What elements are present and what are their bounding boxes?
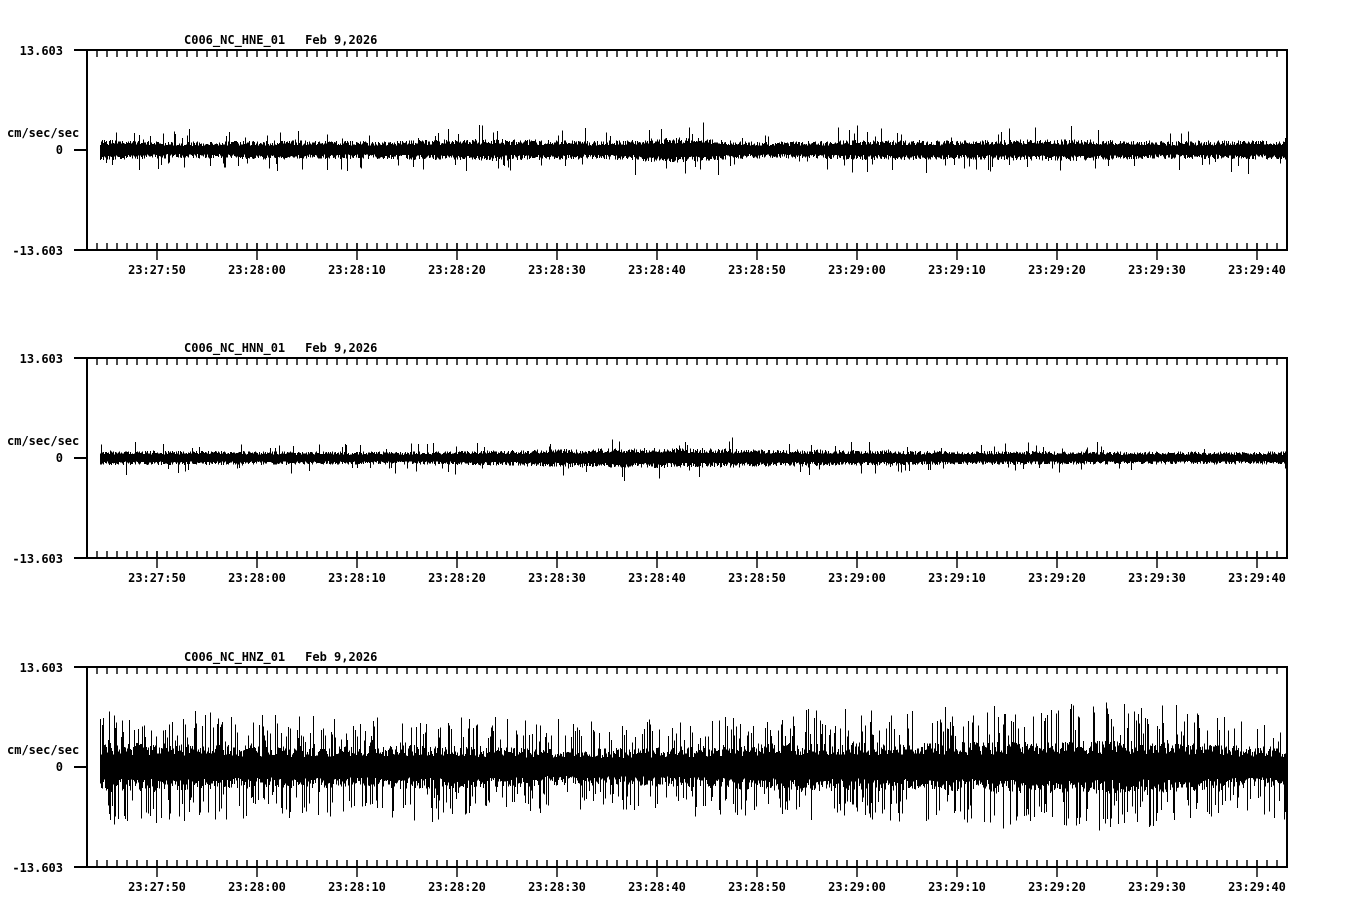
x-tick-label: 23:28:10: [328, 263, 386, 277]
x-tick-label: 23:28:00: [228, 880, 286, 894]
y-unit-label: cm/sec/sec: [7, 126, 80, 140]
x-tick-label: 23:28:50: [728, 263, 786, 277]
plot-title: [184, 32, 377, 48]
x-minor-ticks-bottom: [97, 551, 1277, 557]
waveform-trace: [101, 438, 1287, 482]
x-minor-ticks-top: [97, 51, 1277, 57]
waveform-trace: [101, 123, 1287, 175]
waveform-trace: [101, 702, 1287, 830]
x-tick-label: 23:28:30: [528, 263, 586, 277]
y-min-label: -13.603: [12, 244, 63, 258]
station-channel-label: C006_NC_HNE_01: [184, 33, 286, 47]
x-tick-label: 23:28:20: [428, 880, 486, 894]
y-zero-label: 0: [55, 143, 63, 157]
plot-title: [184, 649, 377, 665]
y-zero-label: 0: [55, 760, 63, 774]
x-minor-ticks-bottom: [97, 860, 1277, 866]
x-tick-label: 23:29:40: [1228, 571, 1286, 585]
x-tick-label: 23:28:50: [728, 880, 786, 894]
y-unit-label: cm/sec/sec: [7, 434, 80, 448]
date-label: Feb 9,2026: [305, 33, 378, 47]
y-ticks: [74, 667, 86, 867]
x-tick-label: 23:28:20: [428, 571, 486, 585]
x-tick-label: 23:29:20: [1028, 571, 1086, 585]
x-tick-label: 23:29:10: [928, 880, 986, 894]
x-tick-label: 23:28:40: [628, 263, 686, 277]
x-tick-label: 23:28:50: [728, 571, 786, 585]
y-min-label: -13.603: [12, 861, 63, 875]
x-tick-label: 23:28:40: [628, 571, 686, 585]
x-tick-label: 23:29:30: [1128, 263, 1186, 277]
x-tick-label: 23:28:40: [628, 880, 686, 894]
station-channel-label: C006_NC_HNN_01: [184, 341, 286, 355]
plot-title: [184, 340, 377, 356]
x-tick-label: 23:28:10: [328, 571, 386, 585]
x-tick-label: 23:29:20: [1028, 263, 1086, 277]
x-tick-label: 23:29:10: [928, 571, 986, 585]
x-tick-label: 23:28:30: [528, 571, 586, 585]
x-tick-label: 23:29:40: [1228, 263, 1286, 277]
x-minor-ticks-top: [97, 668, 1277, 674]
x-tick-label: 23:28:10: [328, 880, 386, 894]
x-tick-label: 23:29:20: [1028, 880, 1086, 894]
x-minor-ticks-top: [97, 359, 1277, 365]
x-tick-label: 23:28:00: [228, 263, 286, 277]
x-tick-label: 23:29:30: [1128, 571, 1186, 585]
y-max-label: 13.603: [19, 352, 63, 366]
date-label: Feb 9,2026: [305, 650, 378, 664]
x-tick-label: 23:27:50: [128, 571, 186, 585]
station-channel-label: C006_NC_HNZ_01: [184, 650, 286, 664]
y-unit-label: cm/sec/sec: [7, 743, 80, 757]
y-ticks: [74, 50, 86, 250]
y-max-label: 13.603: [19, 44, 63, 58]
x-minor-ticks-bottom: [97, 243, 1277, 249]
date-label: Feb 9,2026: [305, 341, 378, 355]
y-max-label: 13.603: [19, 661, 63, 675]
y-zero-label: 0: [55, 451, 63, 465]
x-tick-label: 23:28:00: [228, 571, 286, 585]
x-tick-label: 23:29:30: [1128, 880, 1186, 894]
x-tick-label: 23:28:20: [428, 263, 486, 277]
x-tick-label: 23:27:50: [128, 263, 186, 277]
y-min-label: -13.603: [12, 552, 63, 566]
x-tick-label: 23:29:00: [828, 571, 886, 585]
x-tick-label: 23:29:00: [828, 263, 886, 277]
x-tick-label: 23:29:00: [828, 880, 886, 894]
y-ticks: [74, 358, 86, 558]
x-tick-label: 23:29:40: [1228, 880, 1286, 894]
x-tick-label: 23:27:50: [128, 880, 186, 894]
x-tick-label: 23:29:10: [928, 263, 986, 277]
x-tick-label: 23:28:30: [528, 880, 586, 894]
